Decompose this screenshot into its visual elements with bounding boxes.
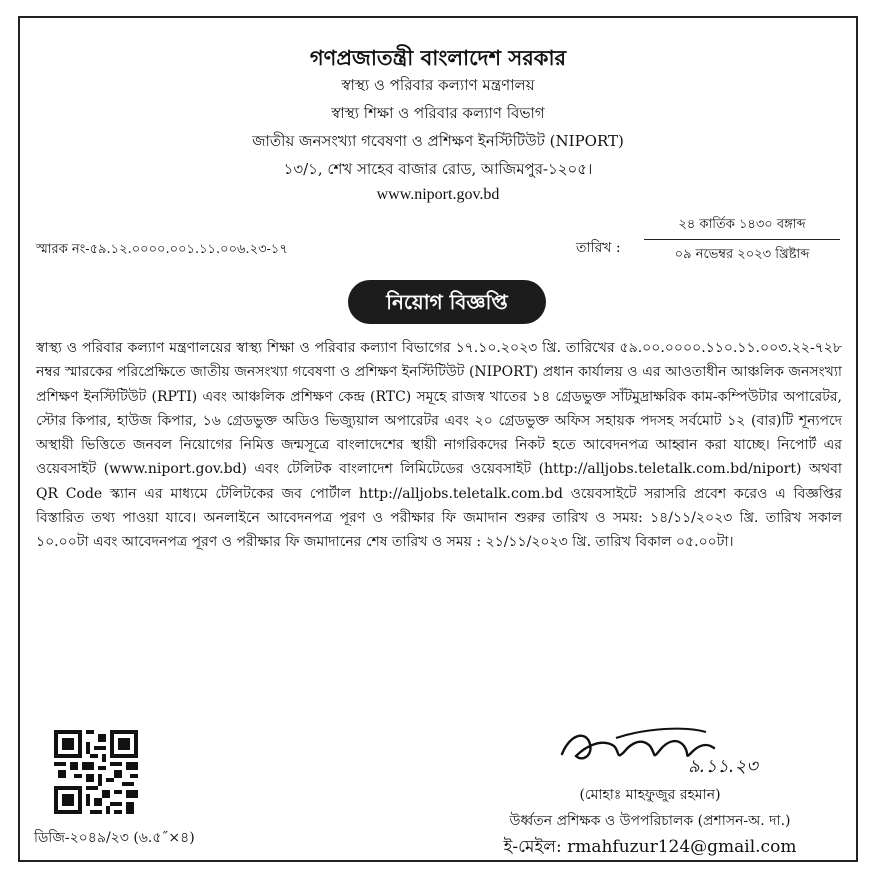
institute-name: জাতীয় জনসংখ্যা গবেষণা ও প্রশিক্ষণ ইনস্টিটিউট (NIPORT): [252, 132, 624, 150]
signature-block: [440, 782, 860, 860]
footer-reference: ডিজি-২০৪৯/২৩ (৬.৫˝×৪): [34, 830, 195, 846]
date-bengali: ২৪ কার্তিক ১৪৩০ বঙ্গাব্দ: [678, 217, 806, 232]
ministry-name: স্বাস্থ্য ও পরিবার কল্যাণ মন্ত্রণালয়: [341, 76, 535, 94]
signatory-email: ই-মেইল: rmahfuzur124@gmail.com: [503, 837, 797, 857]
notice-frame: [18, 16, 858, 862]
division-name: স্বাস্থ্য শিক্ষা ও পরিবার কল্যাণ বিভাগ: [331, 104, 545, 122]
qr-code-icon: [54, 730, 138, 814]
date-label: তারিখ :: [576, 240, 621, 256]
notice-title: নিয়োগ বিজ্ঞপ্তি: [348, 280, 546, 324]
date-divider: [644, 239, 840, 240]
signatory-designation: উর্ধ্বতন প্রশিক্ষক ও উপপরিচালক (প্রশাসন-অ. দা.): [509, 813, 791, 829]
memo-number: স্মারক নং-৫৯.১২.০০০০.০০১.১১.০০৬.২৩-১৭: [36, 242, 288, 257]
signature-date: ৯.১১.২৩: [688, 756, 758, 777]
signature-mark: [556, 716, 782, 780]
date-block: [644, 212, 840, 267]
notice-body: স্বাস্থ্য ও পরিবার কল্যাণ মন্ত্রণালয়ের স্বাস্থ্য শিক্ষা ও পরিবার কল্যাণ বিভাগের ১৭.১০.২০২৩ খ্রি. তারিখের ৫৯.০০.০০০০.১১০.১১.০০৩.২২-৭২৮ নম্বর স্মারকের পরিপ্রেক্ষিতে জাতীয় জনসংখ্যা গবেষণা ও প্রশিক্ষণ ইনস্টিটিউট (NIPORT) প্রধান কার্যালয় ও এর আওতাধীন আঞ্চলিক জনসংখ্যা প্রশিক্ষণ ইনস্টিটিউট (RPTI) এবং আঞ্চলিক প্রশিক্ষণ কেন্দ্র (RTC) সমূহে রাজস্ব খাতের ১৪ গ্রেডভুক্ত সাঁটমুদ্রাক্ষরিক কাম-কম্পিউটার অপারেটর, স্টোর কিপার, হাউজ কিপার, ১৬ গ্রেডভুক্ত অডিও ভিজ্যুয়াল অপারেটর এবং ২০ গ্রেডভুক্ত অফিস সহায়ক পদসহ সর্বমোট ১২ (বার)টি শূন্যপদে অস্থায়ী ভিত্তিতে জনবল নিয়োগের নিমিত্ত জন্মসূত্রে বাংলাদেশের স্থায়ী নাগরিকদের নিকট হতে আবেদনপত্র আহ্বান করা যাচ্ছে। নিপোর্ট এর ওয়েবসাইট (www.niport.gov.bd) এবং টেলিটক বাংলাদেশ লিমিটেডের ওয়েবসাইট (http://alljobs.teletalk.com.bd/niport) অথবা QR Code স্ক্যান এর মাধ্যমে টেলিটকের জব পোর্টাল http://alljobs.teletalk.com.bd ওয়েবসাইটে সরাসরি প্রবেশ করেও এ বিজ্ঞপ্তির বিস্তারিত তথ্য পাওয়া যাবে। অনলাইনে আবেদনপত্র পূরণ ও পরীক্ষার ফি জমাদান শুরুর তারিখ ও সময়: ১৪/১১/২০২৩ খ্রি. তারিখ সকাল ১০.০০টা এবং আবেদনপত্র পূরণ ও পরীক্ষার ফি জমাদানের শেষ তারিখ ও সময় : ২১/১১/২০২৩ খ্রি. তারিখ বিকাল ০৫.০০টা।: [36, 340, 842, 551]
date-gregorian: ০৯ নভেম্বর ২০২৩ খ্রিষ্টাব্দ: [674, 247, 810, 262]
institute-address: ১৩/১, শেখ সাহেব বাজার রোড, আজিমপুর-১২০৫।: [283, 160, 593, 178]
institute-website: www.niport.gov.bd: [376, 186, 500, 203]
government-title: গণপ্রজাতন্ত্রী বাংলাদেশ সরকার: [309, 45, 567, 70]
signatory-name: (মোহাঃ মাহফুজুর রহমান): [579, 787, 721, 803]
